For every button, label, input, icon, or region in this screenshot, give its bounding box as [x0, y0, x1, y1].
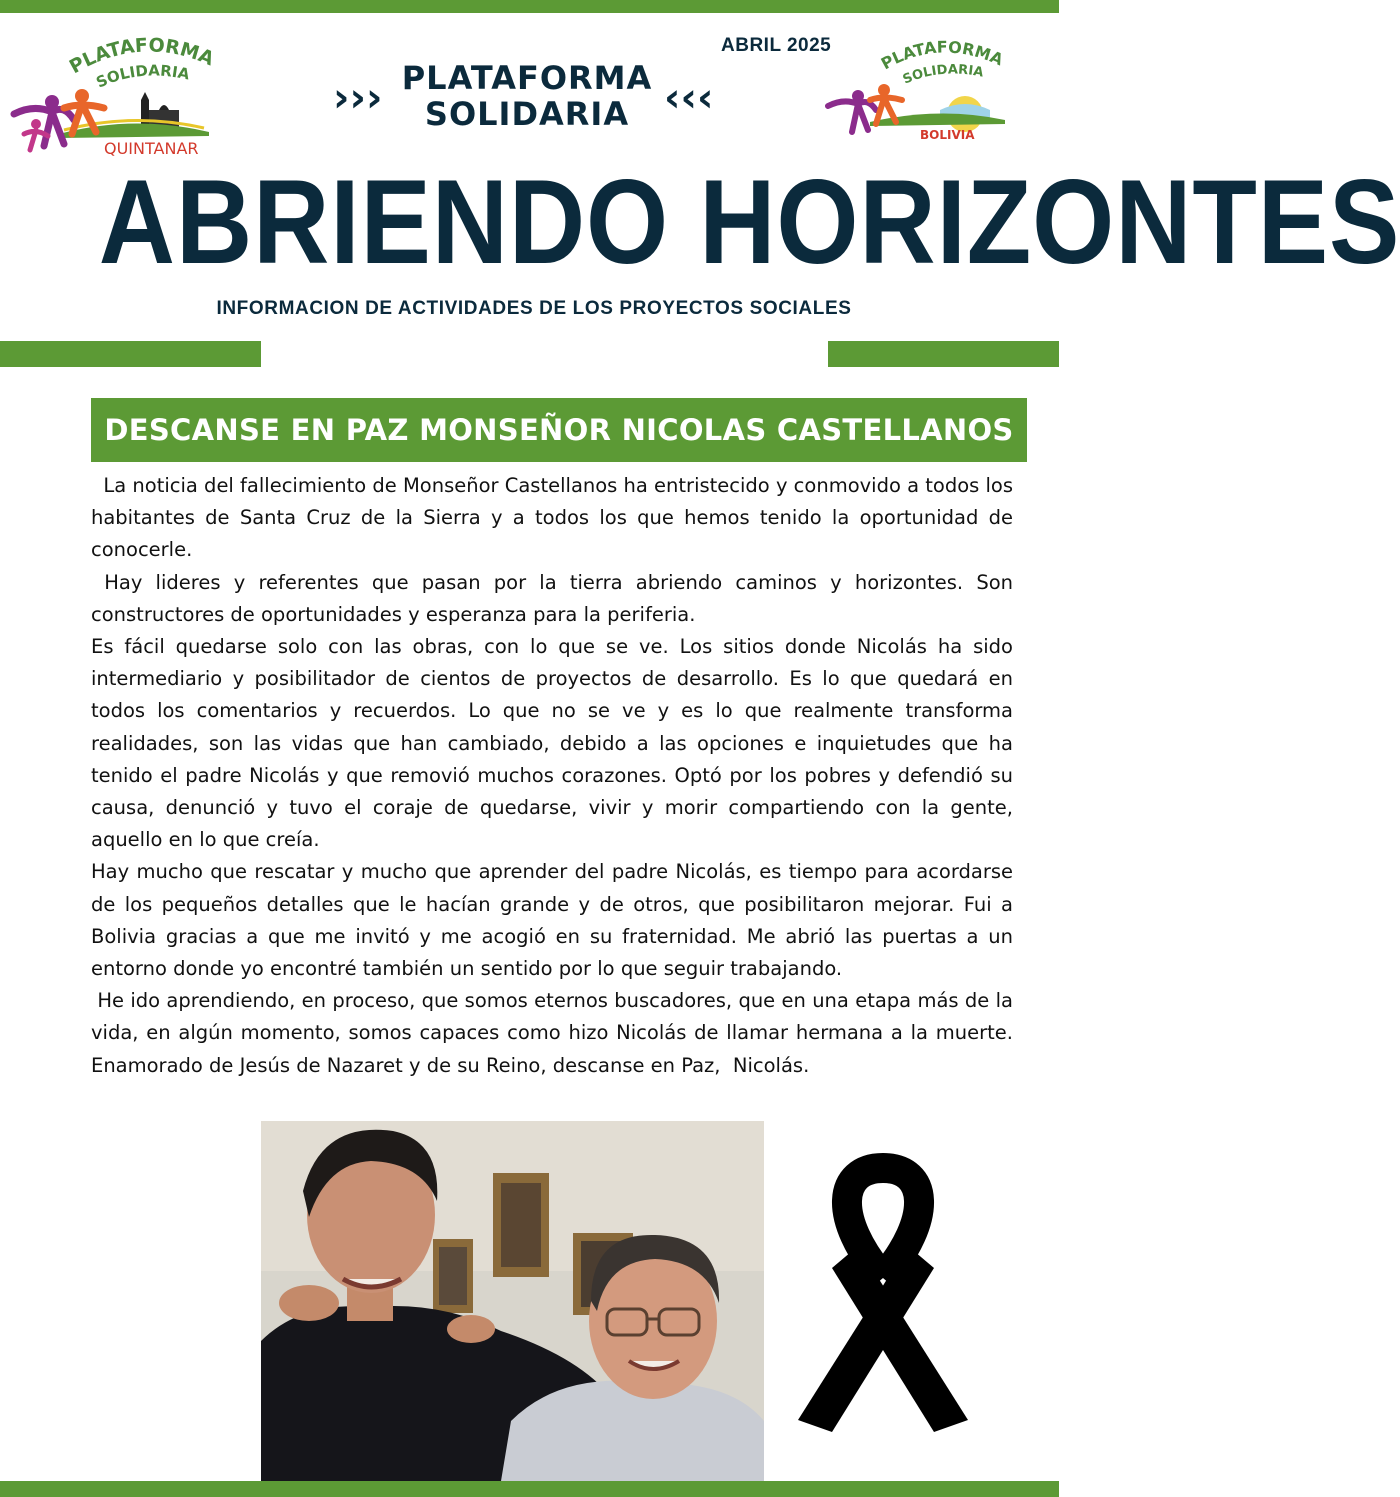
article-heading: DESCANSE EN PAZ MONSEÑOR NICOLAS CASTELLANOS — [91, 398, 1027, 462]
top-green-bar — [0, 0, 1059, 13]
people-figures-icon — [14, 89, 104, 150]
logo-right-line1: PLATAFORMA — [877, 40, 1006, 74]
bolivia-logo — [820, 40, 1020, 145]
article-paragraph: Hay lideres y referentes que pasan por la tierra abriendo caminos y horizontes. Son constructores de oportunidades y esperanza para la periferia. — [91, 570, 1013, 626]
green-rule-left — [0, 341, 261, 367]
quintanar-logo — [4, 34, 234, 159]
article-paragraph: Hay mucho que rescatar y mucho que aprender del padre Nicolás, es tiempo para acordarse de los pequeños detalles que le hacían grande y de otros, que posibilitaron mejorar. Fui a Bolivia gracias a que me invitó y me acogió en su fraternidad. Me abrió las puertas a un entorno donde yo encontré también un sentido por lo que seguir trabajando. — [91, 860, 1013, 981]
quintanar-logo-graphic — [4, 34, 234, 159]
logo-right-line2: SOLIDARIA — [900, 62, 985, 88]
mourning-ribbon-graphic — [792, 1158, 974, 1438]
logo-left-place: QUINTANAR — [104, 139, 199, 158]
newsletter-subtitle: INFORMACION DE ACTIVIDADES DE LOS PROYECTOS SOCIALES — [216, 298, 852, 319]
article-paragraph: Es fácil quedarse solo con las obras, con lo que se ve. Los sitios donde Nicolás ha sido intermediario y posibilitador de cientos de proyectos de desarrollo. Es lo que quedará en todos los comentarios y recuerdos. Lo que no se ve y es lo que realmente transforma realidades, son las vidas que han cambiado, debido a las opciones e inquietudes que ha tenido el padre Nicolás y que removió muchos corazones. Optó por los pobres y defendió su causa, denunció y tuvo el coraje de quedarse, vivir y morir compartiendo con la gente, aquello en lo que creía. — [91, 635, 1013, 852]
issue-date: ABRIL 2025 — [721, 35, 832, 56]
bottom-green-bar — [0, 1481, 1059, 1497]
bolivia-logo-graphic — [820, 40, 1020, 145]
org-title-line1: PLATAFORMA — [401, 59, 653, 97]
article-body — [91, 470, 1013, 1082]
memorial-photo — [261, 1121, 764, 1481]
photo-illustration — [261, 1121, 764, 1481]
logo-left-line2: SOLIDARIA — [93, 61, 192, 92]
chevrons-right-icon: ››› — [333, 75, 383, 121]
chevrons-left-icon: ‹‹‹ — [664, 75, 714, 121]
logo-left-line1: PLATAFORMA — [65, 34, 218, 79]
article-paragraph: La noticia del fallecimiento de Monseñor Castellanos ha entristecido y conmovido a todos los habitantes de Santa Cruz de la Sierra y a todos los que hemos tenido la oportunidad de conocerle. — [91, 474, 1013, 562]
black-ribbon-icon — [792, 1158, 974, 1438]
organization-title — [396, 60, 658, 132]
green-rule-right — [828, 341, 1059, 367]
article-paragraph: He ido aprendiendo, en proceso, que somos eternos buscadores, que en una etapa más de la vida, en algún momento, somos capaces como hizo Nicolás de llamar hermana a la muerte. Enamorado de Jesús de Nazaret y de su Reino, descanse en Paz, Nicolás. — [91, 989, 1013, 1077]
logo-right-place: BOLIVIA — [920, 128, 975, 142]
org-title-line2: SOLIDARIA — [424, 95, 630, 133]
newsletter-title: ABRIENDO HORIZONTES — [98, 155, 1400, 289]
